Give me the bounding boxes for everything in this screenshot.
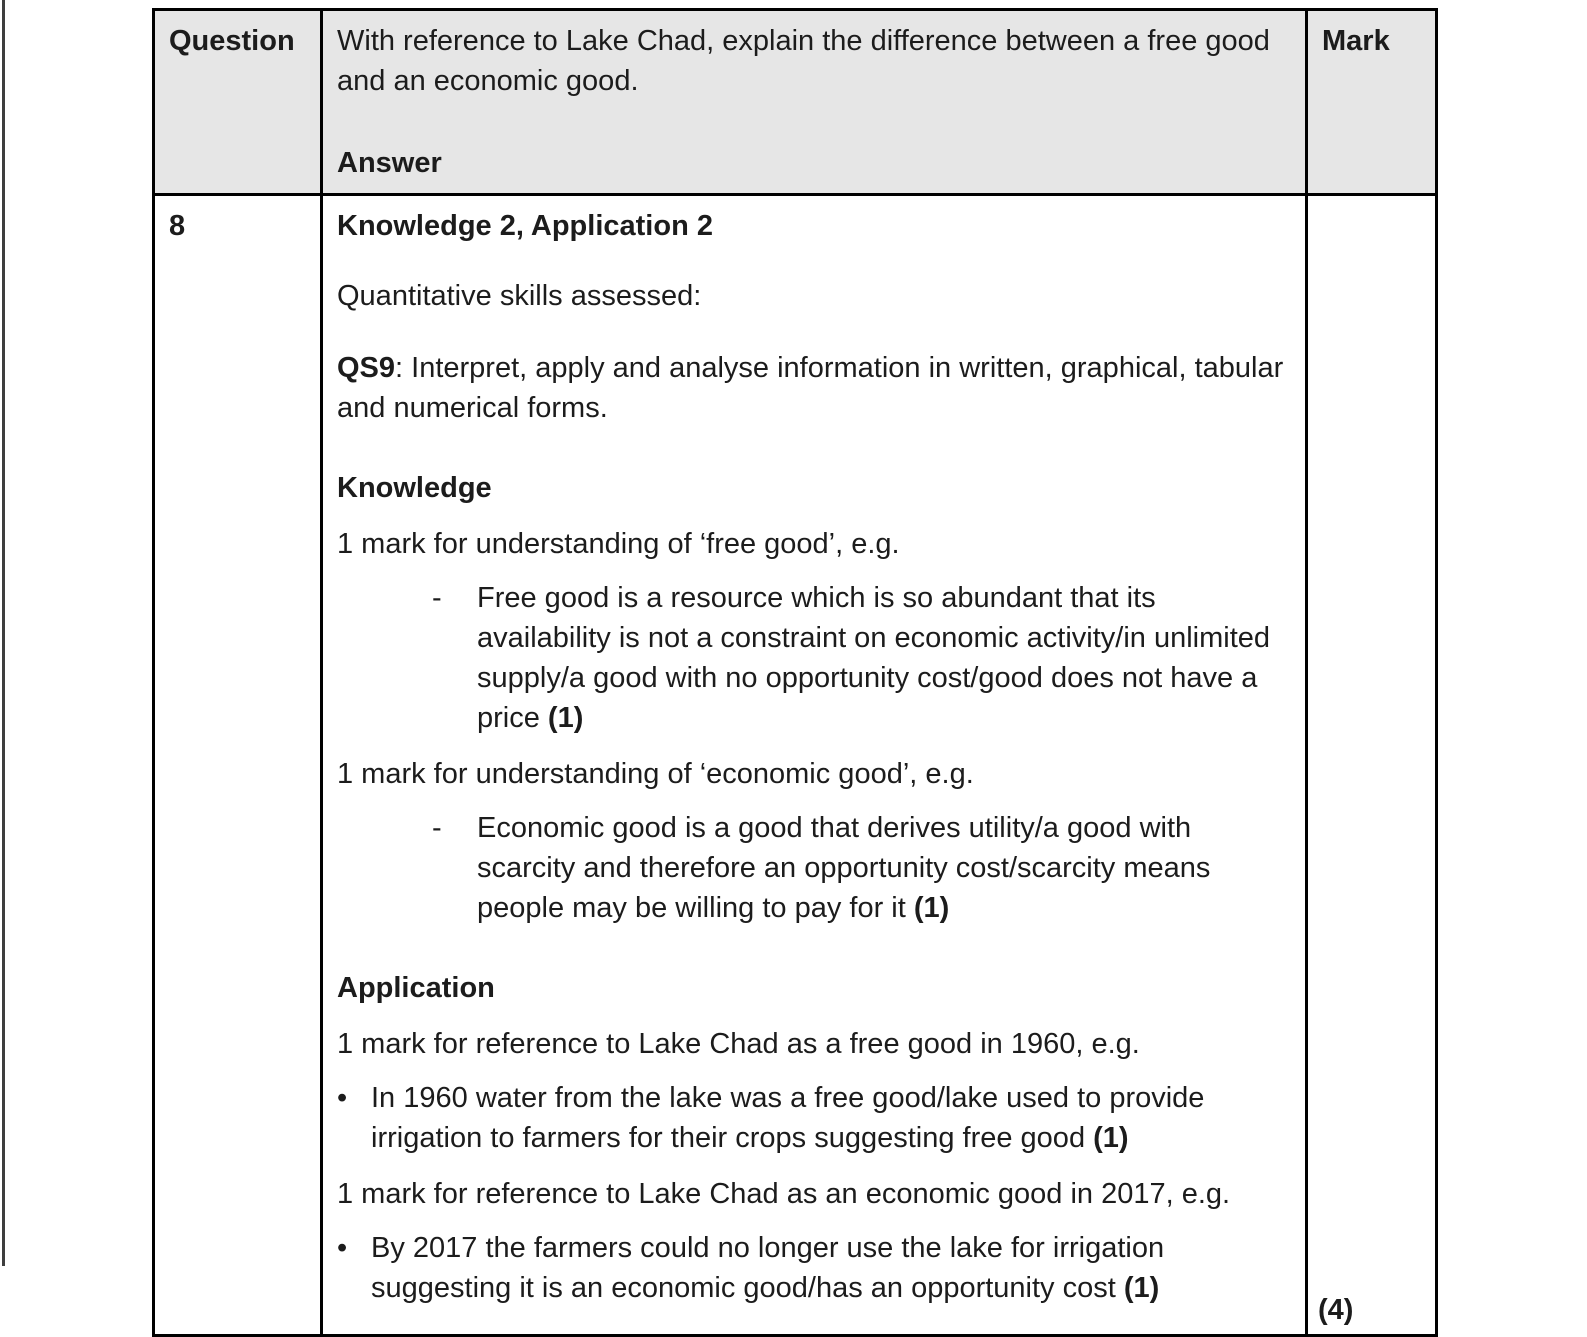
qs9-paragraph: [337, 348, 1293, 428]
mark-header-label: Mark: [1322, 25, 1390, 57]
total-mark: (4): [1318, 1294, 1354, 1326]
header-row: [154, 10, 1437, 195]
application-point2-body: By 2017 the farmers could no longer use the lake for irrigation suggesting it is an economic good/has an opportunity cost: [371, 1232, 1165, 1304]
qs9-text: : Interpret, apply and analyse information in written, graphical, tabular and numerical forms.: [337, 352, 1284, 424]
knowledge-point2-text: [477, 808, 1293, 928]
qs9-label: QS9: [337, 352, 396, 384]
knowledge-point2-intro: 1 mark for understanding of ‘economic good’, e.g.: [337, 758, 974, 790]
mark-scheme-table: [152, 8, 1438, 1337]
application-point2-mark: (1): [1123, 1272, 1160, 1304]
mark-header-cell: [1307, 10, 1437, 195]
knowledge-heading: Knowledge: [337, 472, 492, 504]
bullet-marker: •: [337, 1082, 348, 1114]
application-heading: Application: [337, 972, 495, 1004]
knowledge-point1-body: Free good is a resource which is so abundant that its availability is not a constraint on economic activity/in unlimited supply/a good with no opportunity cost/good does not have a price: [477, 582, 1271, 734]
knowledge-point2-item: [337, 808, 1293, 928]
application-point1-item: [337, 1078, 1293, 1158]
knowledge-point1-mark: (1): [547, 702, 584, 734]
application-point1-text: [371, 1078, 1293, 1158]
marks-split-heading: Knowledge 2, Application 2: [337, 210, 713, 242]
question-text-cell: [322, 10, 1307, 195]
answer-label: Answer: [337, 147, 442, 179]
dash-marker: -: [432, 582, 442, 614]
application-point1-intro: 1 mark for reference to Lake Chad as a free good in 1960, e.g.: [337, 1028, 1140, 1060]
question-number: 8: [169, 210, 186, 242]
mark-value-cell: [1307, 195, 1437, 1336]
knowledge-point2-body: Economic good is a good that derives utility/a good with scarcity and therefore an opportunity cost/scarcity means people may be willing to pay for it: [477, 812, 1211, 924]
knowledge-point2-mark: (1): [913, 892, 950, 924]
question-header-cell: [154, 10, 322, 195]
application-point2-intro: 1 mark for reference to Lake Chad as an economic good in 2017, e.g.: [337, 1178, 1231, 1210]
answer-row: [154, 195, 1437, 1336]
application-point1-mark: (1): [1093, 1122, 1129, 1154]
question-text: With reference to Lake Chad, explain the difference between a free good and an economic good.: [337, 25, 1270, 97]
application-point1-body: In 1960 water from the lake was a free good/lake used to provide irrigation to farmers for their crops suggesting free good: [371, 1082, 1205, 1154]
knowledge-point1-text: [477, 578, 1293, 738]
application-point2-item: [337, 1228, 1293, 1308]
answer-content-cell: [322, 195, 1307, 1336]
quant-skills-line: Quantitative skills assessed:: [337, 280, 702, 312]
question-number-cell: [154, 195, 322, 1336]
question-header-label: Question: [169, 25, 295, 57]
page-edge-line: [2, 0, 5, 1266]
knowledge-point1-item: [337, 578, 1293, 738]
dash-marker: -: [432, 812, 442, 844]
knowledge-point1-intro: 1 mark for understanding of ‘free good’, e.g.: [337, 528, 900, 560]
bullet-marker: •: [337, 1232, 348, 1264]
application-point2-text: [371, 1228, 1293, 1308]
